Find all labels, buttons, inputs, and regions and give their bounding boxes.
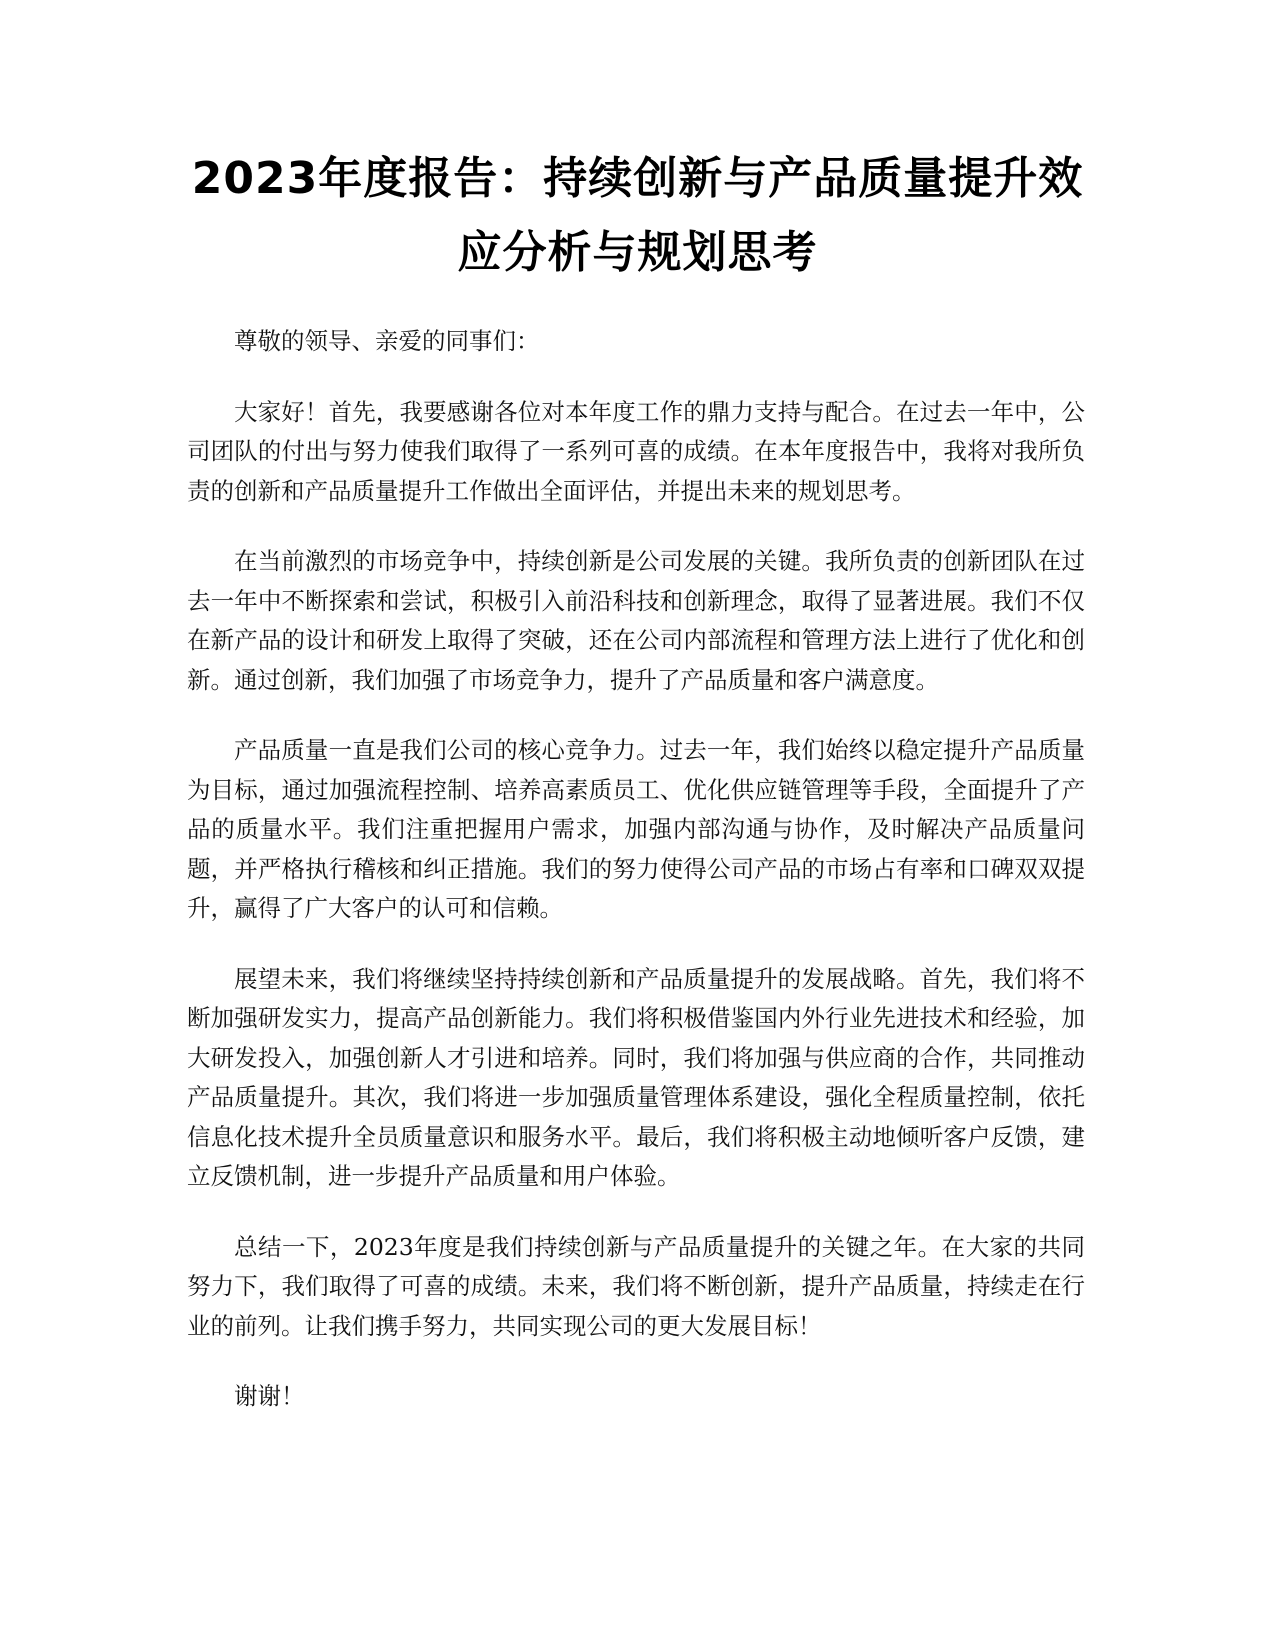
body-paragraph: 总结一下，2023年度是我们持续创新与产品质量提升的关键之年。在大家的共同努力下，我们取得了可喜的成绩。未来，我们将不断创新，提升产品质量，持续走在行业的前列。让我们携手努力，共同实现公司的更大发展目标！: [187, 1232, 1085, 1340]
salutation-paragraph: 尊敬的领导、亲爱的同事们：: [234, 327, 540, 355]
body-paragraph: 在当前激烈的市场竞争中，持续创新是公司发展的关键。我所负责的创新团队在过去一年中不断探索和尝试，积极引入前沿科技和创新理念，取得了显著进展。我们不仅在新产品的设计和研发上取得了突破，还在公司内部流程和管理方法上进行了优化和创新。通过创新，我们加强了市场竞争力，提升了产品质量和客户满意度。: [187, 547, 1085, 694]
document-body: [187, 322, 1085, 1448]
document-title: 2023年度报告：持续创新与产品质量提升效应分析与规划思考: [191, 153, 1084, 278]
body-paragraph: 展望未来，我们将继续坚持持续创新和产品质量提升的发展战略。首先，我们将不断加强研发实力，提高产品创新能力。我们将积极借鉴国内外行业先进技术和经验，加大研发投入，加强创新人才引进和培养。同时，我们将加强与供应商的合作，共同推动产品质量提升。其次，我们将进一步加强质量管理体系建设，强化全程质量控制，依托信息化技术提升全员质量意识和服务水平。最后，我们将积极主动地倾听客户反馈，建立反馈机制，进一步提升产品质量和用户体验。: [187, 964, 1085, 1190]
body-paragraph: 产品质量一直是我们公司的核心竞争力。过去一年，我们始终以稳定提升产品质量为目标，通过加强流程控制、培养高素质员工、优化供应链管理等手段，全面提升了产品的质量水平。我们注重把握用户需求，加强内部沟通与协作，及时解决产品质量问题，并严格执行稽核和纠正措施。我们的努力使得公司产品的市场占有率和口碑双双提升，赢得了广大客户的认可和信赖。: [187, 736, 1085, 922]
closing-paragraph: 谢谢！: [234, 1382, 305, 1410]
body-paragraph: 大家好！首先，我要感谢各位对本年度工作的鼎力支持与配合。在过去一年中，公司团队的付出与努力使我们取得了一系列可喜的成绩。在本年度报告中，我将对我所负责的创新和产品质量提升工作做出全面评估，并提出未来的规划思考。: [187, 397, 1085, 505]
